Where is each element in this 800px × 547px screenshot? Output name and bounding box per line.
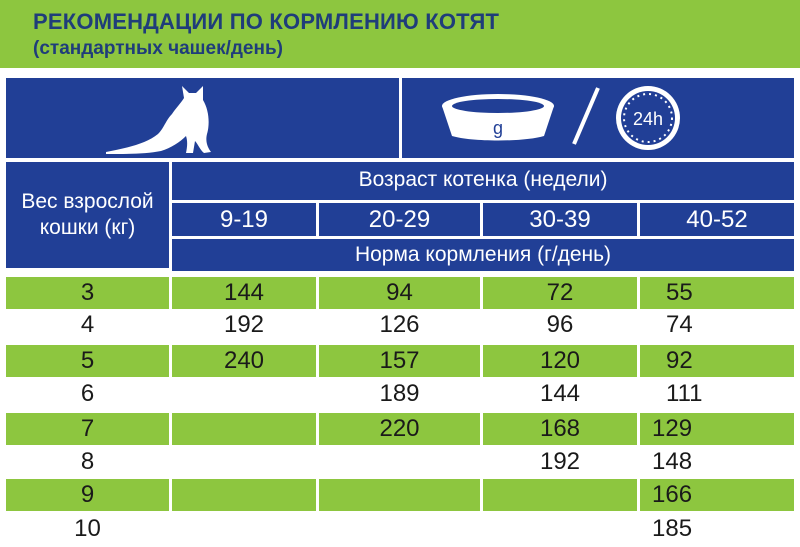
cat-icon-cell [6, 78, 399, 158]
value-cell: 157 [379, 347, 420, 374]
table-row [0, 345, 800, 377]
value-cell: 192 [539, 448, 581, 475]
value-cell: 144 [539, 380, 581, 407]
age-range-label: 30-39 [529, 206, 591, 233]
norm-header-label: Норма кормления (г/день) [354, 243, 612, 266]
table-row [0, 446, 800, 478]
value-cell: 192 [223, 311, 265, 338]
bowl-label: g [492, 118, 504, 138]
weight-cell: 3 [80, 279, 95, 306]
age-range-label: 40-52 [686, 206, 748, 233]
value-cell: 144 [223, 279, 265, 306]
age-range-label: 20-29 [368, 206, 431, 233]
page-title: РЕКОМЕНДАЦИИ ПО КОРМЛЕНИЮ КОТЯТ [33, 9, 500, 34]
weight-header-line2: кошки (кг) [39, 216, 136, 239]
value-cell: 148 [652, 448, 693, 475]
table-row [0, 479, 800, 511]
value-cell: 96 [546, 311, 574, 338]
weight-cell: 7 [80, 415, 95, 442]
value-cell: 220 [379, 415, 420, 442]
age-range-cell-4 [640, 203, 794, 236]
value-cell: 74 [666, 311, 693, 338]
title-band [0, 0, 800, 68]
age-header-cell [172, 162, 794, 200]
age-range-cell-3 [483, 203, 637, 236]
table-row [0, 378, 800, 410]
value-cell: 189 [379, 380, 420, 407]
value-cell: 166 [652, 481, 693, 508]
value-cell: 120 [539, 347, 581, 374]
value-cell: 72 [546, 279, 574, 306]
weight-cell: 9 [80, 481, 95, 508]
value-cell: 92 [666, 347, 693, 374]
value-cell: 240 [223, 347, 265, 374]
value-cell: 185 [652, 515, 693, 542]
value-cell: 168 [539, 415, 581, 442]
weight-cell: 6 [80, 380, 95, 407]
slash-divider [574, 88, 598, 144]
weight-header-cell [6, 162, 169, 268]
value-cell: 94 [386, 279, 413, 306]
weight-cell: 4 [80, 311, 95, 338]
page-subtitle: (стандартных чашек/день) [33, 38, 283, 59]
weight-cell: 10 [74, 515, 101, 542]
value-cell: 111 [666, 380, 703, 407]
table-row [0, 413, 800, 445]
age-header-label: Возраст котенка (недели) [358, 168, 608, 191]
weight-header-line1: Вес взрослой [21, 190, 154, 213]
cat-silhouette-icon [6, 78, 399, 158]
weight-cell: 5 [80, 347, 95, 374]
bowl-clock-icon-cell [402, 78, 794, 158]
value-cell: 129 [652, 415, 693, 442]
clock-label: 24h [632, 109, 664, 129]
age-range-label: 9-19 [219, 206, 269, 233]
value-cell: 126 [379, 311, 420, 338]
table-row [0, 513, 800, 545]
weight-cell: 8 [80, 448, 95, 475]
table-row [0, 277, 800, 309]
norm-header-cell [172, 239, 794, 271]
value-cell: 55 [666, 279, 693, 306]
table-row [0, 309, 800, 341]
food-bowl-icon [402, 78, 794, 158]
age-range-cell-1 [172, 203, 316, 236]
age-range-cell-2 [319, 203, 480, 236]
